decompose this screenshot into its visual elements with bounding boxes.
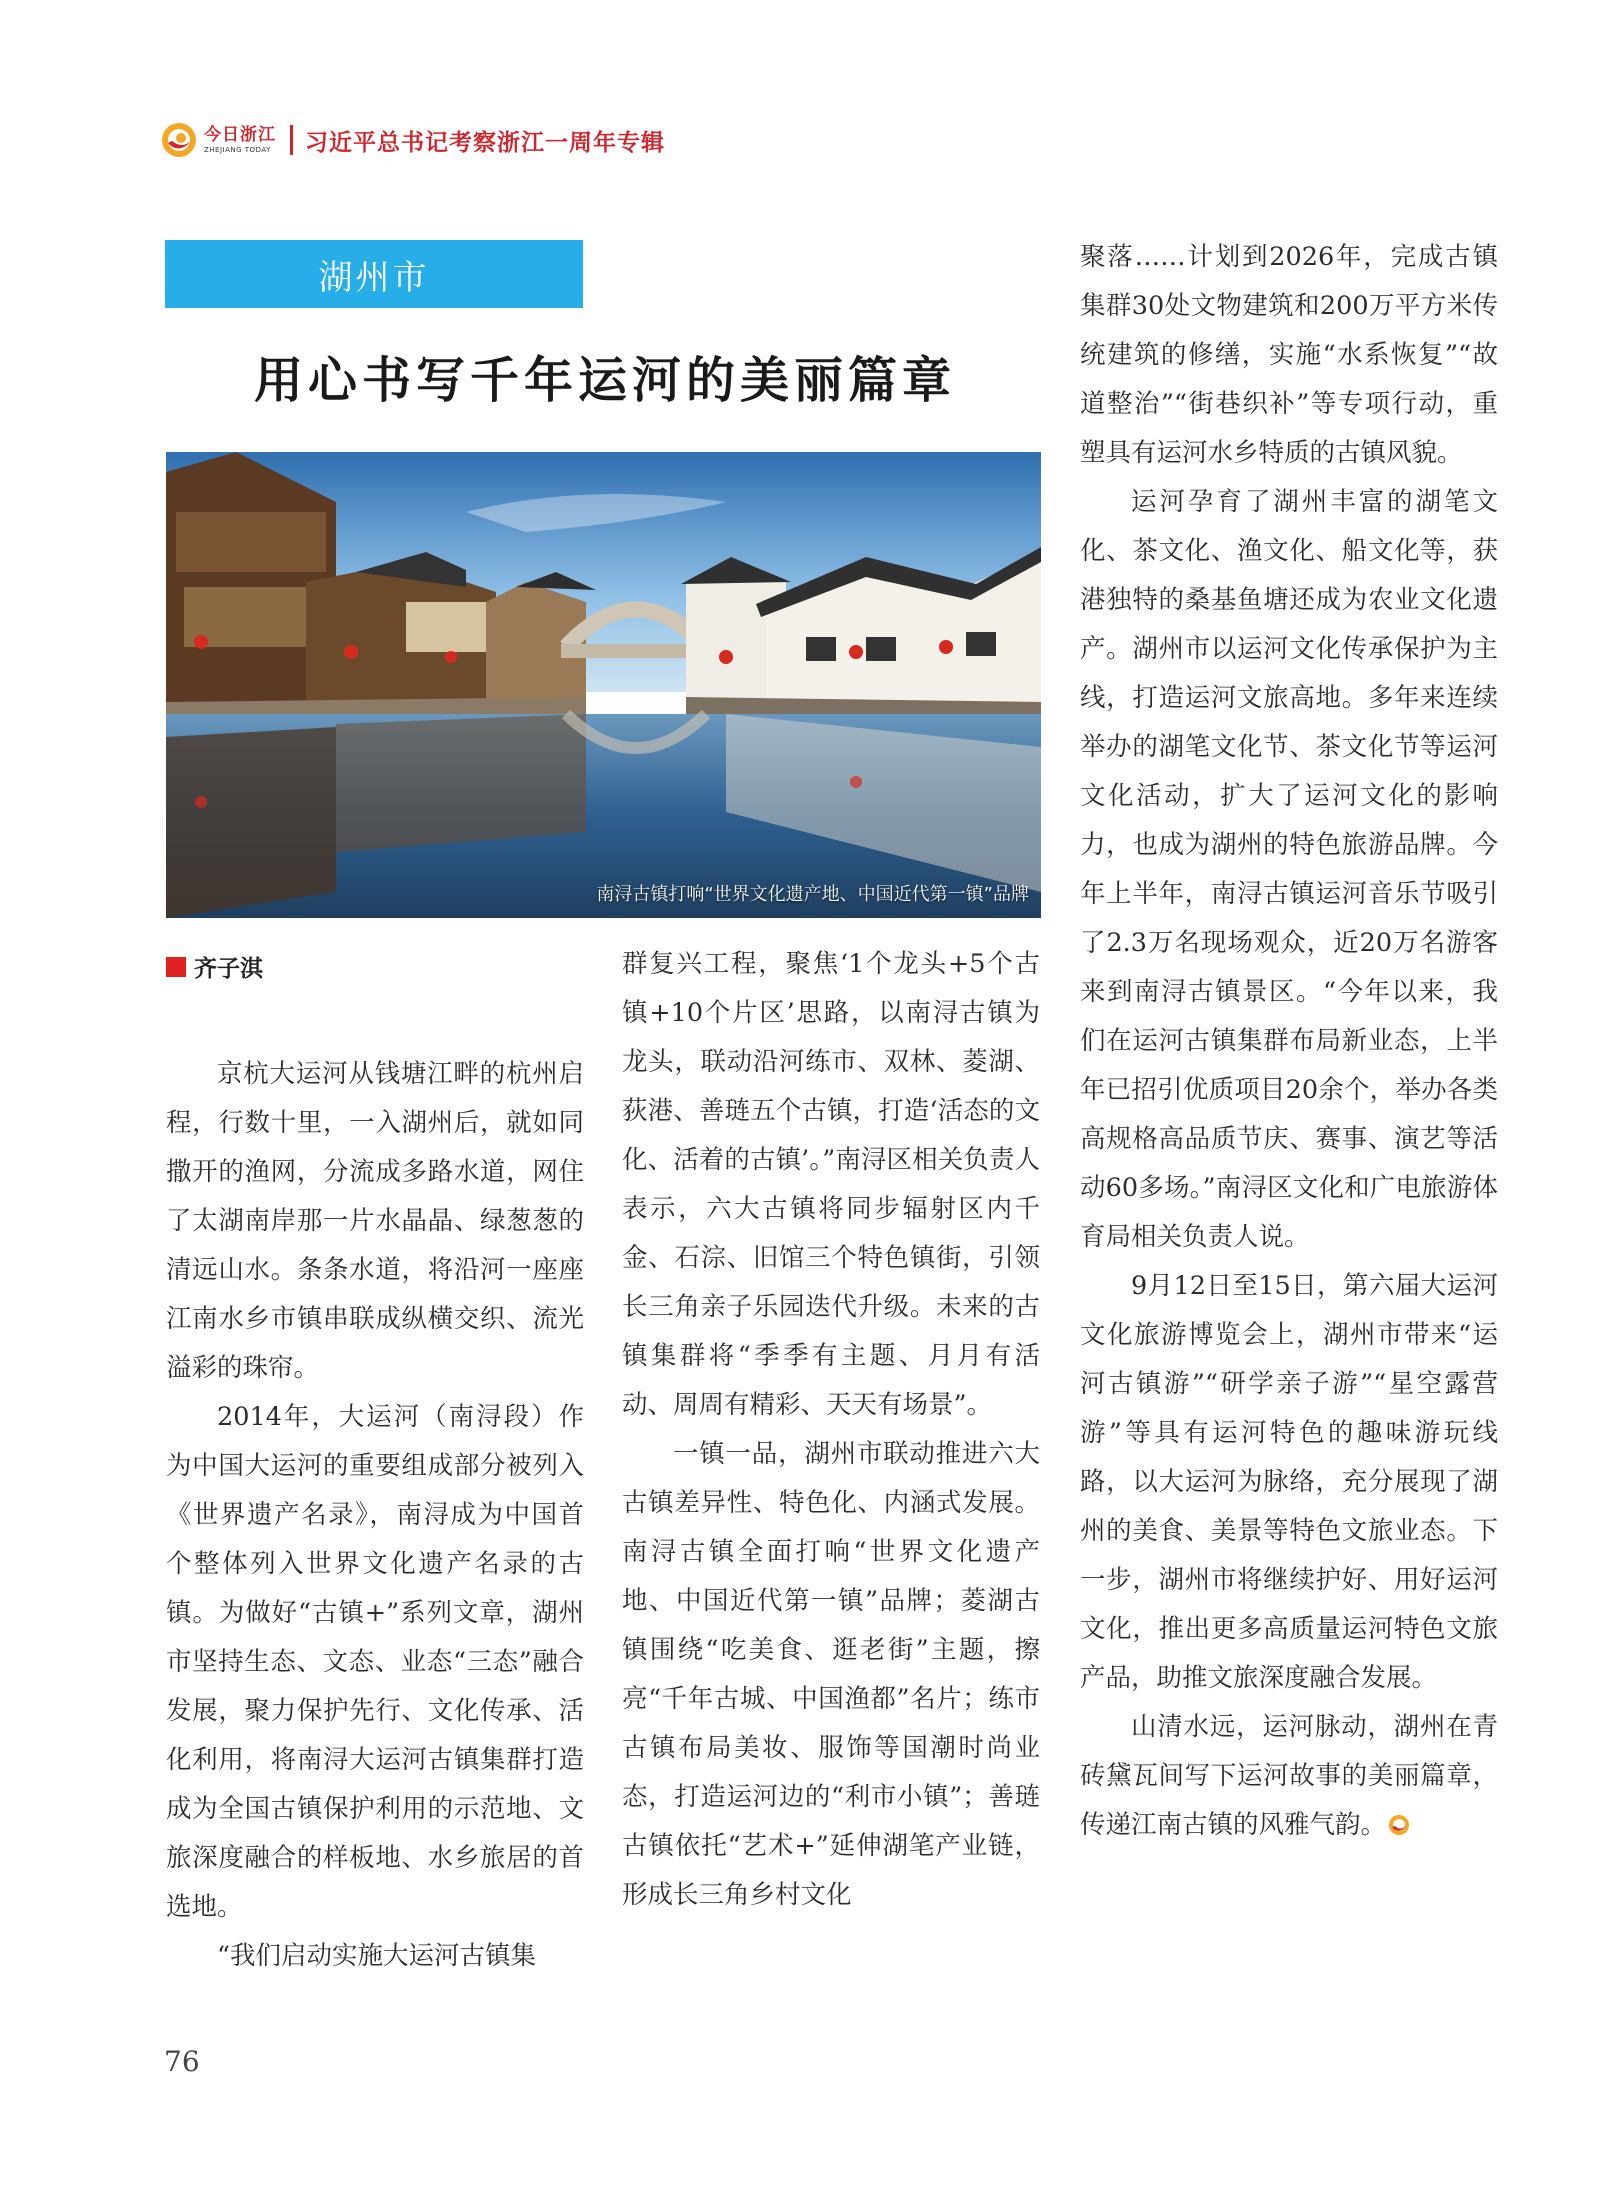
paragraph: “我们启动实施大运河古镇集 (217, 1941, 537, 1971)
logo-chinese-name: 今日浙江 (204, 124, 276, 145)
text-column-3 (1080, 233, 1498, 1850)
section-tag: 湖州市 (165, 240, 583, 308)
photo-caption: 南浔古镇打响“世界文化遗产地、中国近代第一镇”品牌 (596, 884, 1029, 905)
paragraph: 2014年，大运河（南浔段）作为中国大运河的重要组成部分被列入《世界遗产名录》，南浔成为中国首个整体列入世界文化遗产名录的古镇。为做好“古镇+”系列文章，湖州市坚持生态、文态、业态“三态”融合发展，聚力保护先行、文化传承、活化利用，将南浔大运河古镇集群打造成为全国古镇保护利用的示范地、文旅深度融合的样板地、水乡旅居的首选地。 (166, 1402, 584, 1922)
article-photo (166, 452, 1041, 918)
zhejiang-today-logo-icon (160, 121, 198, 159)
article-end-mark-icon (1388, 1814, 1410, 1836)
paragraph: 9月12日至15日，第六届大运河文化旅游博览会上，湖州市带来“运河古镇游”“研学亲子游”“星空露营游”等具有运河特色的趣味游玩线路，以大运河为脉络，充分展现了湖州的美食、美景等特色文旅业态。下一步，湖州市将继续护好、用好运河文化，推出更多高质量运河特色文旅产品，助推文旅深度融合发展。 (1080, 1271, 1498, 1693)
water-town-illustration (166, 452, 1041, 918)
header-divider (290, 125, 293, 155)
paragraph-final (1080, 1703, 1498, 1850)
author-marker-icon (166, 957, 186, 977)
special-issue-title: 习近平总书记考察浙江一周年专辑 (305, 129, 665, 156)
page-number: 76 (164, 2045, 200, 2078)
paragraph-continued: 群复兴工程，聚焦‘1个龙头+5个古镇+10个片区’思路，以南浔古镇为龙头，联动沿河练市、双林、菱湖、荻港、善琏五个古镇，打造‘活态的文化、活着的古镇’。”南浔区相关负责人表示，六大古镇将同步辐射区内千金、石淙、旧馆三个特色镇街，引领长三角亲子乐园迭代升级。未来的古镇集群将“季季有主题、月月有活动、周周有精彩、天天有场景”。 (622, 949, 1040, 1420)
author-byline (166, 950, 263, 983)
text-column-2 (622, 940, 1040, 1920)
logo-text (204, 124, 276, 154)
author-name: 齐子淇 (194, 956, 263, 982)
logo-english-name: ZHEJIANG TODAY (204, 145, 271, 154)
paragraph: 一镇一品，湖州市联动推进六大古镇差异性、特色化、内涵式发展。南浔古镇全面打响“世界文化遗产地、中国近代第一镇”品牌；菱湖古镇围绕“吃美食、逛老街”主题，擦亮“千年古城、中国渔都”名片；练市古镇布局美妆、服饰等国潮时尚业态，打造运河边的“利市小镇”；善琏古镇依托“艺术+”延伸湖笔产业链，形成长三角乡村文化 (622, 1439, 1040, 1910)
paragraph-continued: 聚落……计划到2026年，完成古镇集群30处文物建筑和200万平方米传统建筑的修缮，实施“水系恢复”“故道整治”“街巷织补”等专项行动，重塑具有运河水乡特质的古镇风貌。 (1080, 242, 1498, 468)
magazine-header (160, 118, 665, 162)
paragraph: 运河孕育了湖州丰富的湖笔文化、茶文化、渔文化、船文化等，获港独特的桑基鱼塘还成为农业文化遗产。湖州市以运河文化传承保护为主线，打造运河文旅高地。多年来连续举办的湖笔文化节、茶文化节等运河文化活动，扩大了运河文化的影响力，也成为湖州的特色旅游品牌。今年上半年，南浔古镇运河音乐节吸引了2.3万名现场观众，近20万名游客来到南浔古镇景区。“今年以来，我们在运河古镇集群布局新业态，上半年已招引优质项目20余个，举办各类高规格高品质节庆、赛事、演艺等活动60多场。”南浔区文化和广电旅游体育局相关负责人说。 (1080, 487, 1498, 1252)
text-column-1 (166, 1050, 584, 1981)
article-title: 用心书写千年运河的美丽篇章 (253, 351, 956, 409)
final-paragraph-text: 山清水远，运河脉动，湖州在青砖黛瓦间写下运河故事的美丽篇章，传递江南古镇的风雅气韵。 (1080, 1712, 1498, 1840)
paragraph: 京杭大运河从钱塘江畔的杭州启程，行数十里，一入湖州后，就如同撒开的渔网，分流成多路水道，网住了太湖南岸那一片水晶晶、绿葱葱的清远山水。条条水道，将沿河一座座江南水乡市镇串联成纵横交织、流光溢彩的珠帘。 (166, 1059, 584, 1383)
